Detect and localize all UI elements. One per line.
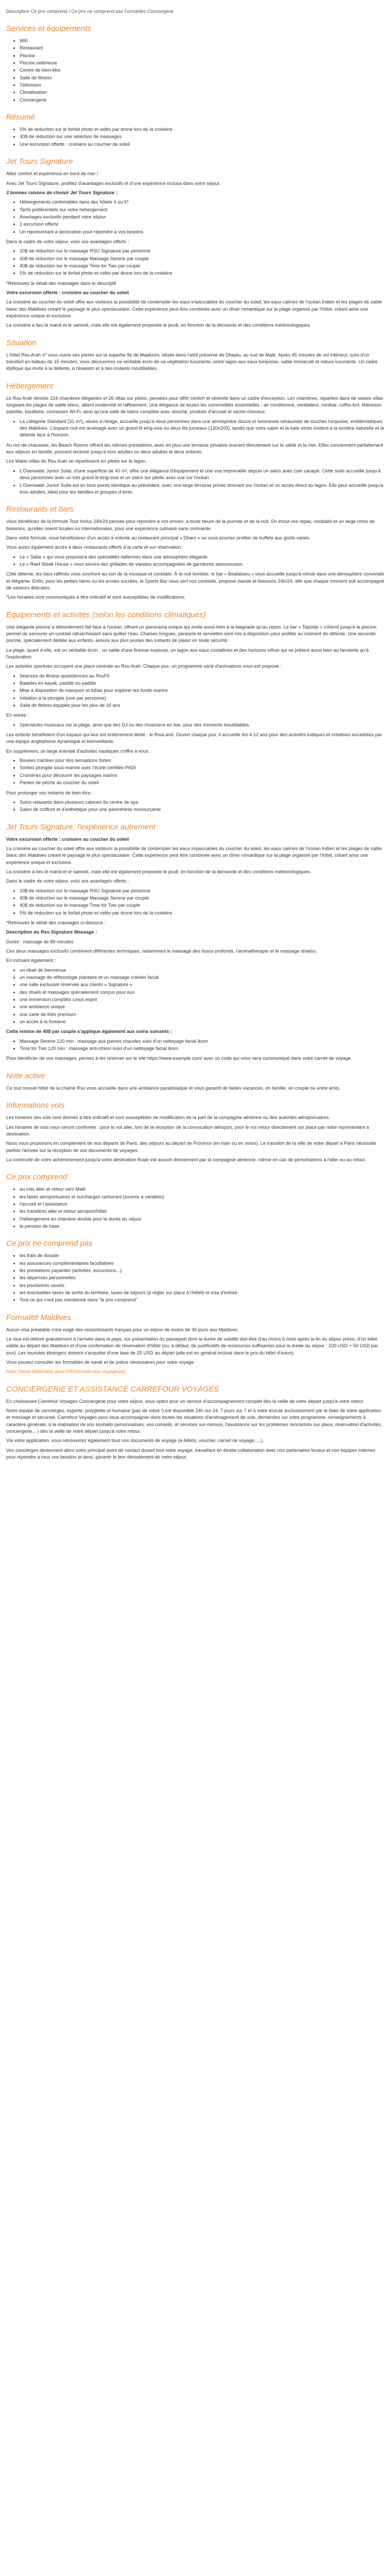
list-item: • Avantages exclusifs pendant votre séjour <box>20 214 385 221</box>
price-excludes-heading: Ce prix ne comprend pas <box>6 1239 93 1248</box>
reduction-list <box>6 1038 385 1053</box>
list-item: • Time for Two 120 min : massage anti-stress suivi d'un nettoyage facial Ikom <box>20 1045 385 1052</box>
list-item: • Un représentant à destination pour répondre à vos besoins <box>20 229 385 235</box>
list-item: • Restaurant <box>20 45 385 52</box>
list-item: • les pourboires usuels <box>20 1282 385 1289</box>
excursion-title: Votre excursion offerte : croisière au coucher du soleil <box>6 836 129 842</box>
list-item: • Wifi <box>20 38 385 44</box>
jet-tours-signature-section <box>6 157 385 329</box>
paragraph: Vos concierges deviennent alors votre principal point de contact durant tout votre voyage, travaillant en étroite collaboration avec nos partenaires locaux et nos équipes internes pour répondre à tous vos besoins et ainsi, garantir le bon déroulement de votre séjour. <box>6 1447 376 1460</box>
avantages-list <box>6 199 385 235</box>
formalities-section <box>6 1313 385 1376</box>
list-item: • Climatisation <box>20 89 385 96</box>
list-item: • Le « Safar » qui vous proposera des spécialités italiennes dans une atmosphère élégante. <box>20 554 385 561</box>
list-item: • une ambiance unique <box>20 1004 385 1010</box>
paragraph: Vous bénéficiez de la formule Tout Inclus 24h/24 pensée pour répondre à vos envies, à toute heure de la journée et de la nuit. En inclut vos repas, cocktails et un large choix de boissons, qu'elles soient locales ou internationales, pour une expérience culinaire sans contrainte. <box>6 519 375 531</box>
restaurants-list <box>6 554 385 568</box>
list-item: • Télévision <box>20 82 385 89</box>
list-item: • les éventuelles taxes de sortie du territoire, taxes de séjours (à régler sur place à l'hôtel) et visa d'entrée <box>20 1290 385 1296</box>
rooms-list <box>6 418 385 439</box>
equipements-section <box>6 611 385 814</box>
paragraph: *Retrouvez le détail des massages dans le descriptif <box>6 280 116 286</box>
list-item: • 40$ de réduction sur une sélection de massages <box>20 133 385 140</box>
villas-list <box>6 468 385 496</box>
list-item: • Soins relaxants dans plusieurs cabines du centre de spa <box>20 799 385 806</box>
list-item: • Centre de bien-être <box>20 67 385 74</box>
price-excludes-list <box>6 1252 385 1303</box>
list-item: • les dépenses personnelles <box>20 1275 385 1281</box>
list-item: • Salle de fitness équipée pour les plus de 16 ans <box>20 702 385 709</box>
note-section <box>6 1072 385 1092</box>
note-heading: Note active <box>6 1071 45 1080</box>
paragraph: Ce tout nouvel hôtel de la chaîne Rsu vous accueille dans une ambiance paradisiaque et vous garantit de belles vacances, en famille, en couple ou entre amis. <box>6 1085 340 1091</box>
formalities-heading: Formalité Maldives <box>6 1313 71 1322</box>
list-item: • Initiation à la plongée (une par personne) <box>20 695 385 702</box>
paragraph: Les Water-villas du Rsu Arah se répartissent en pilotis sur le lagon. <box>6 459 147 464</box>
equipements-heading: Équipements et activités (selon les conditions climatiques) <box>6 610 206 619</box>
list-item: • une immersion complète corps esprit <box>20 996 385 1003</box>
list-item: • 40$ de réduction sur le massage Time for Two par couple <box>20 263 385 269</box>
resume-list <box>6 126 385 148</box>
paragraph: Les enfants bénéficient d'un espace qui leur est entièrement dédié : le RsuLand. Ouvert chaque jour, il accueille les 4-12 ans pour des activités ludiques et créatives encadrées par une équipe anglophone dynamique et bienveillante. <box>6 732 382 744</box>
list-item: • les assurances complémentaires facultatives <box>20 1260 385 1267</box>
paragraph: La croisière a lieu le mardi et le samedi, mais elle est également proposée le jeudi, en fonction de la demande et des conditions météorologiques. <box>6 869 312 874</box>
jet-tours-experience-heading: Jet Tours Signature, l'expérience autrement <box>6 822 156 832</box>
list-item: • Salon de coiffure et d'esthétique pour une parenthèse ressourçante <box>20 806 385 813</box>
list-item: • 40$ de réduction sur le massage Time for Two par couple <box>20 902 385 909</box>
paragraph: Dans le cadre de votre séjour, voici vos avantages offerts : <box>6 239 129 244</box>
list-item: • La catégorie Standard (31 m²), située à l'étage, accueille jusqu'à deux personnes dans une atmosphère douce et lumineuse rehaussée de touches turquoise, emblématiques des Maldives. L'espace nuit est aménagé avec un grand lit king-size ou deux lits jumeaux (120x200), tandis que votre salon et la baie vitrée invitent à la lumière naturelle et la détente face à l'horizon. <box>20 418 385 439</box>
paragraph: La plage, quant à elle, est un véritable écrin : un sable d'une finesse soyeuse, un lagon aux eaux cristallines et des horizons infinis qui se prêtent aussi bien au farniente qu'à l'exploration. <box>6 647 369 660</box>
nautical-list <box>6 757 385 786</box>
list-item: • l'accueil et l'assistance <box>20 1201 385 1208</box>
list-item: • Hébergements confortables dans des hôtels 4 ou 5* <box>20 199 385 206</box>
jet-tours-experience-section <box>6 823 385 1062</box>
situation-heading: Situation <box>6 338 37 347</box>
hebergement-section <box>6 382 385 496</box>
tab-bar-text[interactable]: Description Ce prix comprend / Ce prix ne comprend pas Formalités Conciergerie <box>6 9 174 14</box>
list-item: • Sorties plongée sous-marine avec l'école certifiée PADI <box>20 765 385 771</box>
situation-section <box>6 338 385 372</box>
paragraph: Côté détente, les bars raffinés vous ouvriront au son de la musique et cocktails. À la nuit tombée, le bar « Boalabaru » vous accueille jusqu'à minuit dans une atmosphère conviviale et élégante. Enfin, pour les petites faims ou les envies sucrées, le Sports Bar vous sert vos cocktails, propose viande et boissons 24h/24, afin que chaque moment soit accompagné de saveurs délicates. <box>6 571 384 590</box>
list-item: • Conciergerie <box>20 97 385 104</box>
resume-heading: Résumé <box>6 113 35 122</box>
list-item: • Bouées tractées pour des sensations fortes <box>20 757 385 764</box>
price-excludes-section <box>6 1239 385 1303</box>
services-heading: Services et équipements <box>6 24 91 33</box>
list-item: • Séances de fitness quotidiennes au RsuFit <box>20 673 385 680</box>
wellness-list <box>6 799 385 814</box>
reduction-title: Cette remise de 40$ par couple s'applique également aux soins suivants : <box>6 1029 172 1035</box>
list-item: • Spectacles musicaux sur la plage, ainsi que des DJ ou des musiciens en live, pour des moments inoubliables. <box>20 722 385 728</box>
paragraph: *Les horaires sont communiqués à titre indicatif et sont susceptibles de modifications. <box>6 595 186 600</box>
paragraph: En choisissant Carrefour Voyages Conciergerie pour votre séjour, vous optez pour un service d'accompagnement complet dès la veille de votre départ jusqu'à votre retour. <box>6 1398 364 1404</box>
list-item: • 5% de réduction sur le forfait photo et vidéo par drone lors de la croisière <box>20 270 385 277</box>
flight-info-section <box>6 1101 385 1163</box>
massage-list <box>6 967 385 1026</box>
list-item: • Tarifs préférentiels sur votre hébergement <box>20 207 385 213</box>
list-item: • 20$ de réduction sur le massage RSU Signature par personne <box>20 248 385 255</box>
services-section <box>6 24 385 104</box>
list-item: • l'hébergement en chambre double pour la durée du séjour <box>20 1216 385 1223</box>
list-item: • Salle de fitness <box>20 75 385 81</box>
list-item: • une carte de thés premium <box>20 1011 385 1018</box>
jet-tours-heading: Jet Tours Signature <box>6 157 73 166</box>
list-item: • Mise à disposition de masques et tubas pour explorer les fonds marins <box>20 687 385 694</box>
list-item: • la pension de base <box>20 1223 385 1230</box>
paragraph: Aucun visa préalable n'est exigé des ressortissants français pour un séjour de moins de 30 jours aux Maldives. <box>6 1327 239 1332</box>
list-item: • les taxes aéroportuaires et surcharges carburant (soumis à variation) <box>20 1194 385 1200</box>
resume-section <box>6 113 385 148</box>
paragraph: Les horaires de vols vous seront confirmés : pour le vol aller, lors de la réception de la convocation aéroport, pour le vol retour directement sur place par notre représentant à destination. <box>6 1124 369 1137</box>
paragraph: Via votre application, vous retrouverez également tous vos documents de voyage (e-billets, voucher, carnet de voyage, ...). <box>6 1438 264 1444</box>
paragraph: Pour prolonger vos instants de bien-être : <box>6 790 93 795</box>
price-includes-list <box>6 1186 385 1230</box>
list-item: • Croisières pour découvrir les paysages marins <box>20 772 385 779</box>
paragraph: Notre équipe de concierges, experte, polyglotte et humaine (pas de robot !) est disponible 24h sur 24, 7 jours sur 7 et à votre écoute exclusivement par le biais de votre application et message et sécurisé, Carrefour Voyages pour vous accompagner dans toutes les situations d'aménagement de vols, demandes sur votre programme, renseignements à caractère générale, à la réalisation de vos souhaits personnalisés, vos conseils, et services sur-mesure, l'assistance sur les problèmes rencontrés sur place, réservation d'activités, conciergerie... ) dès la veille de votre départ jusqu'à votre retour. <box>6 1408 382 1434</box>
services-list <box>6 38 385 104</box>
paragraph: Avec Jet Tours Signature, profitez d'avantages exclusifs et d'une expérience inclusa dans votre séjour. <box>6 180 221 186</box>
offerts-list <box>6 888 385 917</box>
list-item: • Piscine extérieure <box>20 60 385 66</box>
paragraph: Vous aurez également accès à deux restaurants offerts à la carte et sur réservation : <box>6 545 184 550</box>
price-includes-section <box>6 1173 385 1230</box>
paragraph: Vous pouvez consulter les formalités de santé et de police nécessaires pour votre voyage : <box>6 1360 197 1365</box>
paragraph: L'hôtel Rsu Arah 4* vous ouvre ses portes sur la superbe île de Maafushi, située dans l'atoll préservé de Dhaalu, au sud de Malé. Après 45 minutes de vol intérieur, suivi d'un transfert en bateau de 15 minutes, vous découvrirez ce véritable écrin de sa végétation luxuriante, entre lagon aux eaux turquoise, sable immaculé et nature luxuriante. Un cadre idyllique qui invite à la détente, à l'évasion et à des instants inoubliables. <box>6 352 378 371</box>
list-item: • les prestations payantes (activités, excursions...) <box>20 1267 385 1274</box>
list-item: • Une excursion offerte : croisière au coucher de soleil <box>20 141 385 148</box>
list-item: • Massage Serene 120 min : massage aux pierres chaudes suivi d'un nettoyage facial Ikom <box>20 1038 385 1045</box>
list-item: • un massage de réflexologie plantaire et un massage crânien facial <box>20 974 385 981</box>
list-item: • L'Overwater Junior Suite est en tous points identique au précédent, avec une large terrasse privée donnant sur l'océan et un accès direct au lagon. Elle peut accueillir jusqu'à trois adultes, idéal pour les familles et groupes d'amis. <box>20 482 385 496</box>
paragraph: Pour bénéficier de vos massages, pensez à les réserver sur le site https://www.example.com/ avec un code qui vous sera communiqué dans votre carnet de voyage. <box>6 1056 352 1061</box>
paragraph: *Retrouvez le détail des massages ci-dessous : <box>6 920 106 925</box>
diplomatie-link[interactable]: https://www.diplomatie.gouv.fr/fr/conseils-aux-voyageurs/ <box>6 1369 126 1375</box>
list-item: • Piscine <box>20 53 385 59</box>
restaurants-heading: Restaurants et bars <box>6 505 74 514</box>
list-item: • les frais de dossier <box>20 1252 385 1259</box>
list-item: • au vols aller et retour vers Malé <box>20 1186 385 1193</box>
flight-info-heading: Informations vols <box>6 1101 65 1110</box>
list-item: • des rituels et massages spécialement conçus pour eux <box>20 989 385 996</box>
hebergement-heading: Hébergement <box>6 381 53 391</box>
paragraph: Dans votre formule, vous bénéficierez d'un accès à volonté au restaurant principal « Dhani » où vous pourrez profiter de buffets aux goûts variés. <box>6 535 311 540</box>
list-item: • les transferts aller et retour aéroport/hôtel <box>20 1208 385 1215</box>
list-item: • 5% de réduction sur le forfait photo et vidéo par drone lors de la croisière <box>20 126 385 133</box>
paragraph: En soirée : <box>6 713 29 718</box>
paragraph: La croisière a lieu le mardi et le samedi, mais elle est également proposée le jeudi, en fonction de la demande et des conditions météorologiques. <box>6 323 312 328</box>
list-item: • 1 excursion offerte <box>20 221 385 228</box>
list-item: • Balades en kayak, paddle ou paddle <box>20 680 385 687</box>
list-item: • L'Overwater Junior Suite, d'une superficie de 40 m², offre une élégance d'équipement et une vue imprenable depuis un salon avec coin canapé. Cette suite accueille jusqu'à deux personnes avec un très grand lit king-size et un salon sur pilotis avec vue sur l'océan. <box>20 468 385 482</box>
list-item: • Parties de pêche au coucher du soleil <box>20 779 385 786</box>
list-item: • un rituel de bienvenue <box>20 967 385 974</box>
paragraph: Durée : massage de 80 minutes <box>6 939 74 944</box>
restaurants-section <box>6 505 385 601</box>
paragraph: La continuité de votre acheminement jusqu'à votre destination finale est assuré directement par la compagnie aérienne, même en cas de perturbations à l'aller ou au retour. <box>6 1157 367 1162</box>
paragraph: Allez confort et expérience en bord de mer ! <box>6 171 99 177</box>
price-includes-heading: Ce prix comprend <box>6 1173 68 1182</box>
avantages-title: 3 bonnes raisons de choisir Jet Tours Signature : <box>6 190 118 195</box>
paragraph: Le Rsu Arah dévoile 224 chambres élégantes et 26 villas sur pilotis, pensées pour offrir confort et sérénité dans un cadre d'exception. Les chambres, réparties dans de vastes villas longeant les plages de sable blanc, allient modernité et raffinement. Une élégance de toutes les commodités essentielles : air conditionné, ventilateur, minibar, coffre-fort, télévision satellite, bouilloire, connexion Wi-Fi, ainsi qu'une salle de bains complète avec douche, produits d'accueil et sèche-cheveux. <box>6 395 383 415</box>
paragraph: Ces deux massages exclusifs combinent différentes techniques, notamment le massage des tissus profonds, l'aromathérapie et le massage shiatsu. <box>6 948 317 954</box>
paragraph: Dans le cadre de votre séjour, voici vos avantages offerts : <box>6 878 129 884</box>
list-item: • un accès à la fontaine <box>20 1019 385 1025</box>
paragraph: La croisière au coucher du soleil offre aux visiteurs la possibilité de contempler les eaux impeccables du coucher du soleil, les eaux calmes de l'océan Indien et les plages de sable blanc des Maldives créant le paysage le plus spectaculaire. Cette expérience peut être combinée avec un dîner romantique sur la plage organisé par l'hôtel, créant ainsi une expérience unique et exclusive. <box>6 845 382 865</box>
conciergerie-heading: CONCIERGERIE ET ASSISTANCE CARREFOUR VOYAGES <box>6 1384 219 1394</box>
list-item: • 40$ de réduction sur le massage Massage Serene par couple <box>20 256 385 262</box>
massage-title: Description du Rsu Signature Massage : <box>6 929 97 935</box>
list-item: • une salle exclusive réservée aux clients « Signature » <box>20 981 385 988</box>
paragraph: En supplément, un large éventail d'activités nautiques s'offre à vous : <box>6 748 151 754</box>
paragraph: Les horaires des vols sont donnés à titre indicatif et sont susceptibles de modification de la part de la compagnie aérienne ou des autorités aéroportuaires. <box>6 1115 330 1121</box>
paragraph: Au rez-de-chaussée, les Beach Rooms offrent les mêmes prestations, avec en plus une terrasse privative ouvrant directement sur le sable et la mer. Elles conviennent parfaitement aux séjours en famille, pouvant recevoir jusqu'à trois adultes ou deux adultes et deux enfants. <box>6 442 384 455</box>
paragraph: En incluant également : <box>6 958 56 963</box>
conciergerie-section <box>6 1385 385 1461</box>
list-item: • Le « Reef Steak House » vous servira des grillades de viandes accompagnées de garnitures savoureuses. <box>20 561 385 568</box>
list-item: • 5% de réduction sur le forfait photo et vidéo par drone lors de la croisière <box>20 910 385 917</box>
list-item: • Tout ce qui n'est pas mentionné dans "le prix comprend" <box>20 1297 385 1303</box>
list-item: • 40$ de réduction sur le massage Massage Serene par couple <box>20 895 385 902</box>
list-item: • 20$ de réduction sur le massage RSU Signature par personne <box>20 888 385 894</box>
paragraph: Le visa est délivré gratuitement à l'arrivée dans le pays, sur présentation du passeport dont la durée de validité doit être d'au moins 6 mois après la fin du séjour prévu, d'un billet valide au départ des Maldives et d'une confirmation de réservation d'hôtel (ou, à défaut, de justificatifs de ressources suffisantes pour la durée du séjour : 100 USD + 50 USD par jour). Les touristes étrangers doivent s'acquitter d'une taxe de 25 USD au départ (elle est en général incluse dans le prix du billet d'avion). <box>6 1336 378 1355</box>
evening-list <box>6 722 385 728</box>
paragraph: Une élégante piscine à débordement fait face à l'océan, offrant un panorama unique qui invite aussi bien à la baignade qu'au repos. Le bar « Topside » s'étend jusqu'à la piscine, permet de savourer un cocktail rafraîchissant sans quitter l'eau. Chaises longues, parasols et serviettes sont mis à disposition pour profiter au moment de détente. Une seconde piscine, spécialement dédiée aux enfants, assure aux plus jeunes des instants de plaisir en toute sécurité. <box>6 624 378 643</box>
paragraph: Nous vous proposons en complément de nos départs de Paris, des séjours au départ de Province (en train ou en avion). Le transfert de la ville de votre départ à Paris nécessite parfois l'arrivée sur la réception de vos documents de voyages. <box>6 1141 377 1153</box>
activities-list <box>6 673 385 709</box>
paragraph: La croisière au coucher du soleil offre aux visiteurs la possibilité de contempler les eaux impeccables du coucher du soleil, les eaux calmes de l'océan Indien et les plages de sable blanc des Maldives créant le paysage le plus spectaculaire. Cette expérience peut être combinée avec un dîner romantique sur la plage organisé par l'hôtel, créant ainsi une expérience unique et exclusive. <box>6 299 382 319</box>
excursion-title: Votre excursion offerte : croisière au coucher du soleil <box>6 290 129 295</box>
paragraph: Les activités sportives occupent une place centrale au Rsu Arah. Chaque jour, un programme varié d'animations vous est proposé : <box>6 664 282 669</box>
offerts-list <box>6 248 385 277</box>
